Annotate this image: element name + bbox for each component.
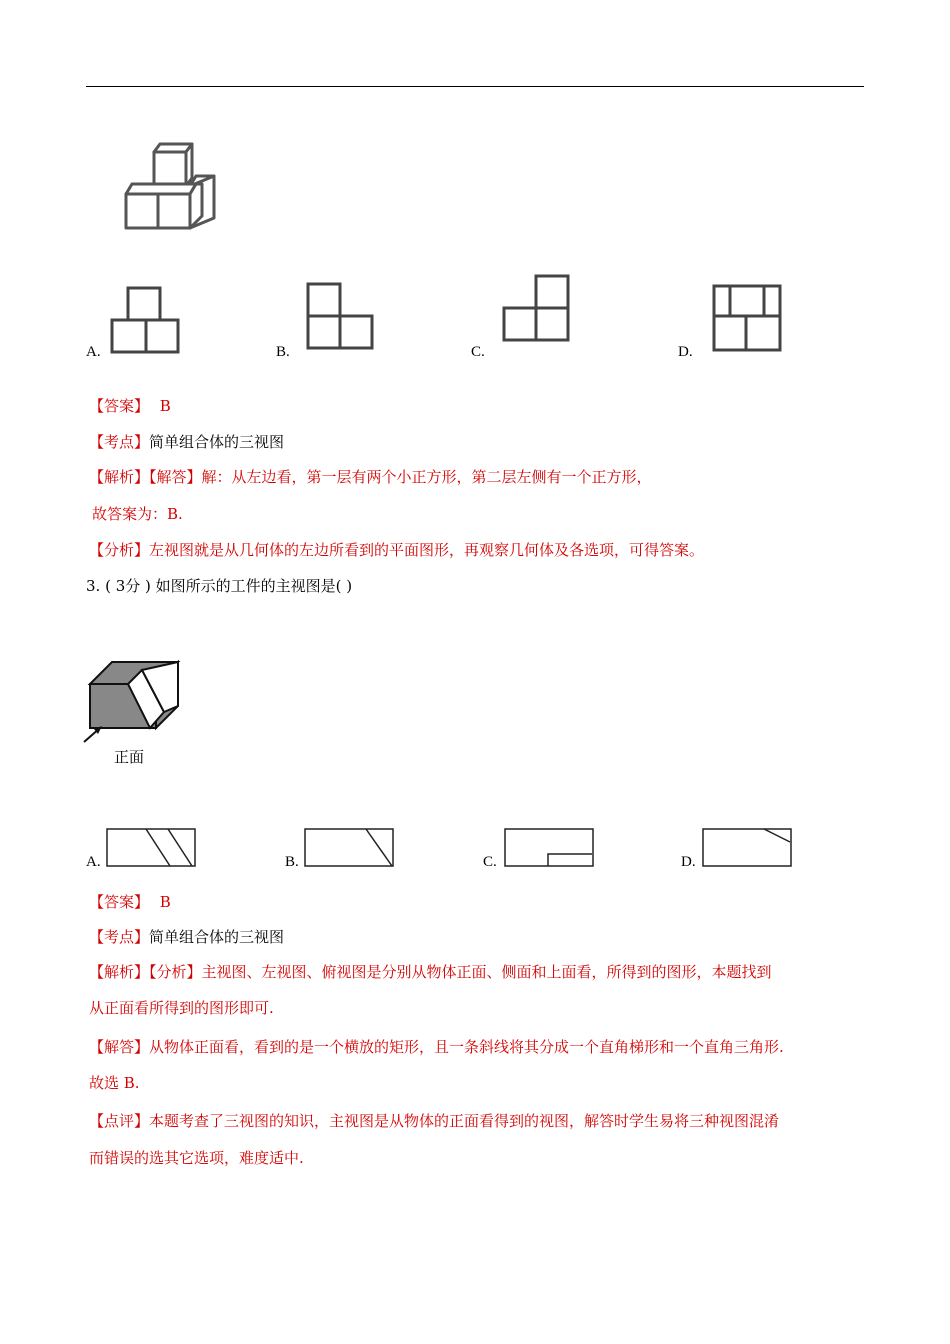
q3-option-d-label: D. bbox=[681, 854, 696, 870]
q2-kaodian-tag: 【考点】 bbox=[89, 433, 150, 451]
q3-option-a-figure bbox=[106, 828, 196, 868]
q2-fenxi-tag: 【分析】 bbox=[89, 541, 150, 559]
q2-option-c-figure bbox=[500, 272, 572, 344]
q3-jieda-line: 【解答】从物体正面看，看到的是一个横放的矩形，且一条斜线将其分成一个直角梯形和一个直角三角形. bbox=[89, 1038, 784, 1056]
q2-fenxi-line bbox=[89, 540, 704, 560]
q3-kaodian-line bbox=[89, 927, 284, 947]
q2-jiexi-line bbox=[89, 467, 652, 487]
q3-jiexi-line1: 【解析】【分析】主视图、左视图、俯视图是分别从物体正面、侧面和上面看，所得到的图形，本题找到 bbox=[89, 963, 772, 981]
q3-dianping-line1: 【点评】本题考查了三视图的知识，主视图是从物体的正面看得到的视图，解答时学生易将三种视图混淆 bbox=[89, 1112, 780, 1130]
q3-option-c-figure bbox=[504, 828, 594, 868]
q3-workpiece-figure bbox=[84, 658, 184, 742]
q2-jiexi-tag: 【解析】 bbox=[89, 468, 150, 486]
q3-option-b-figure bbox=[304, 828, 394, 868]
q3-front-label: 正面 bbox=[114, 748, 145, 766]
q3-option-d-figure bbox=[702, 828, 792, 868]
q2-jieda-text: 解：从左边看，第一层有两个小正方形，第二层左侧有一个正方形， bbox=[201, 468, 652, 486]
q2-option-d-label: D. bbox=[678, 344, 693, 360]
q3-answer-line bbox=[89, 892, 171, 912]
q3-jiexi-line2: 从正面看所得到的图形即可. bbox=[89, 999, 274, 1017]
q3-option-c-label: C. bbox=[483, 854, 497, 870]
q3-conclusion: 故选 B. bbox=[89, 1074, 140, 1092]
q2-option-c-label: C. bbox=[471, 344, 485, 360]
q3-dianping-line2: 而错误的选其它选项，难度适中. bbox=[89, 1149, 304, 1167]
q3-answer-value: B bbox=[159, 893, 171, 911]
q2-kaodian-line bbox=[89, 432, 284, 452]
q2-option-a-label: A. bbox=[86, 344, 101, 360]
q2-option-d-figure bbox=[710, 282, 782, 354]
q2-jieda-tag: 【解答】 bbox=[149, 468, 202, 486]
q2-option-b-label: B. bbox=[276, 344, 290, 360]
q2-answer-value: B bbox=[159, 397, 171, 415]
q3-kaodian-tag: 【考点】 bbox=[89, 928, 150, 946]
q2-answer-tag: 【答案】 bbox=[89, 397, 150, 415]
q2-answer-line bbox=[89, 396, 171, 416]
q3-answer-tag: 【答案】 bbox=[89, 893, 150, 911]
q2-option-a-figure bbox=[108, 284, 180, 356]
q3-question: 3. ( 3分 ) 如图所示的工件的主视图是( ) bbox=[86, 577, 353, 595]
q2-kaodian-text: 简单组合体的三视图 bbox=[149, 433, 285, 451]
q3-option-a-label: A. bbox=[86, 854, 101, 870]
q2-cube-figure bbox=[118, 138, 218, 234]
q3-option-b-label: B. bbox=[285, 854, 299, 870]
q3-kaodian-text: 简单组合体的三视图 bbox=[149, 928, 285, 946]
header-rule bbox=[86, 86, 864, 87]
q2-fenxi-text: 左视图就是从几何体的左边所看到的平面图形，再观察几何体及各选项，可得答案。 bbox=[149, 541, 705, 559]
q2-conclusion: 故答案为：B. bbox=[92, 505, 183, 523]
q2-option-b-figure bbox=[304, 280, 376, 352]
